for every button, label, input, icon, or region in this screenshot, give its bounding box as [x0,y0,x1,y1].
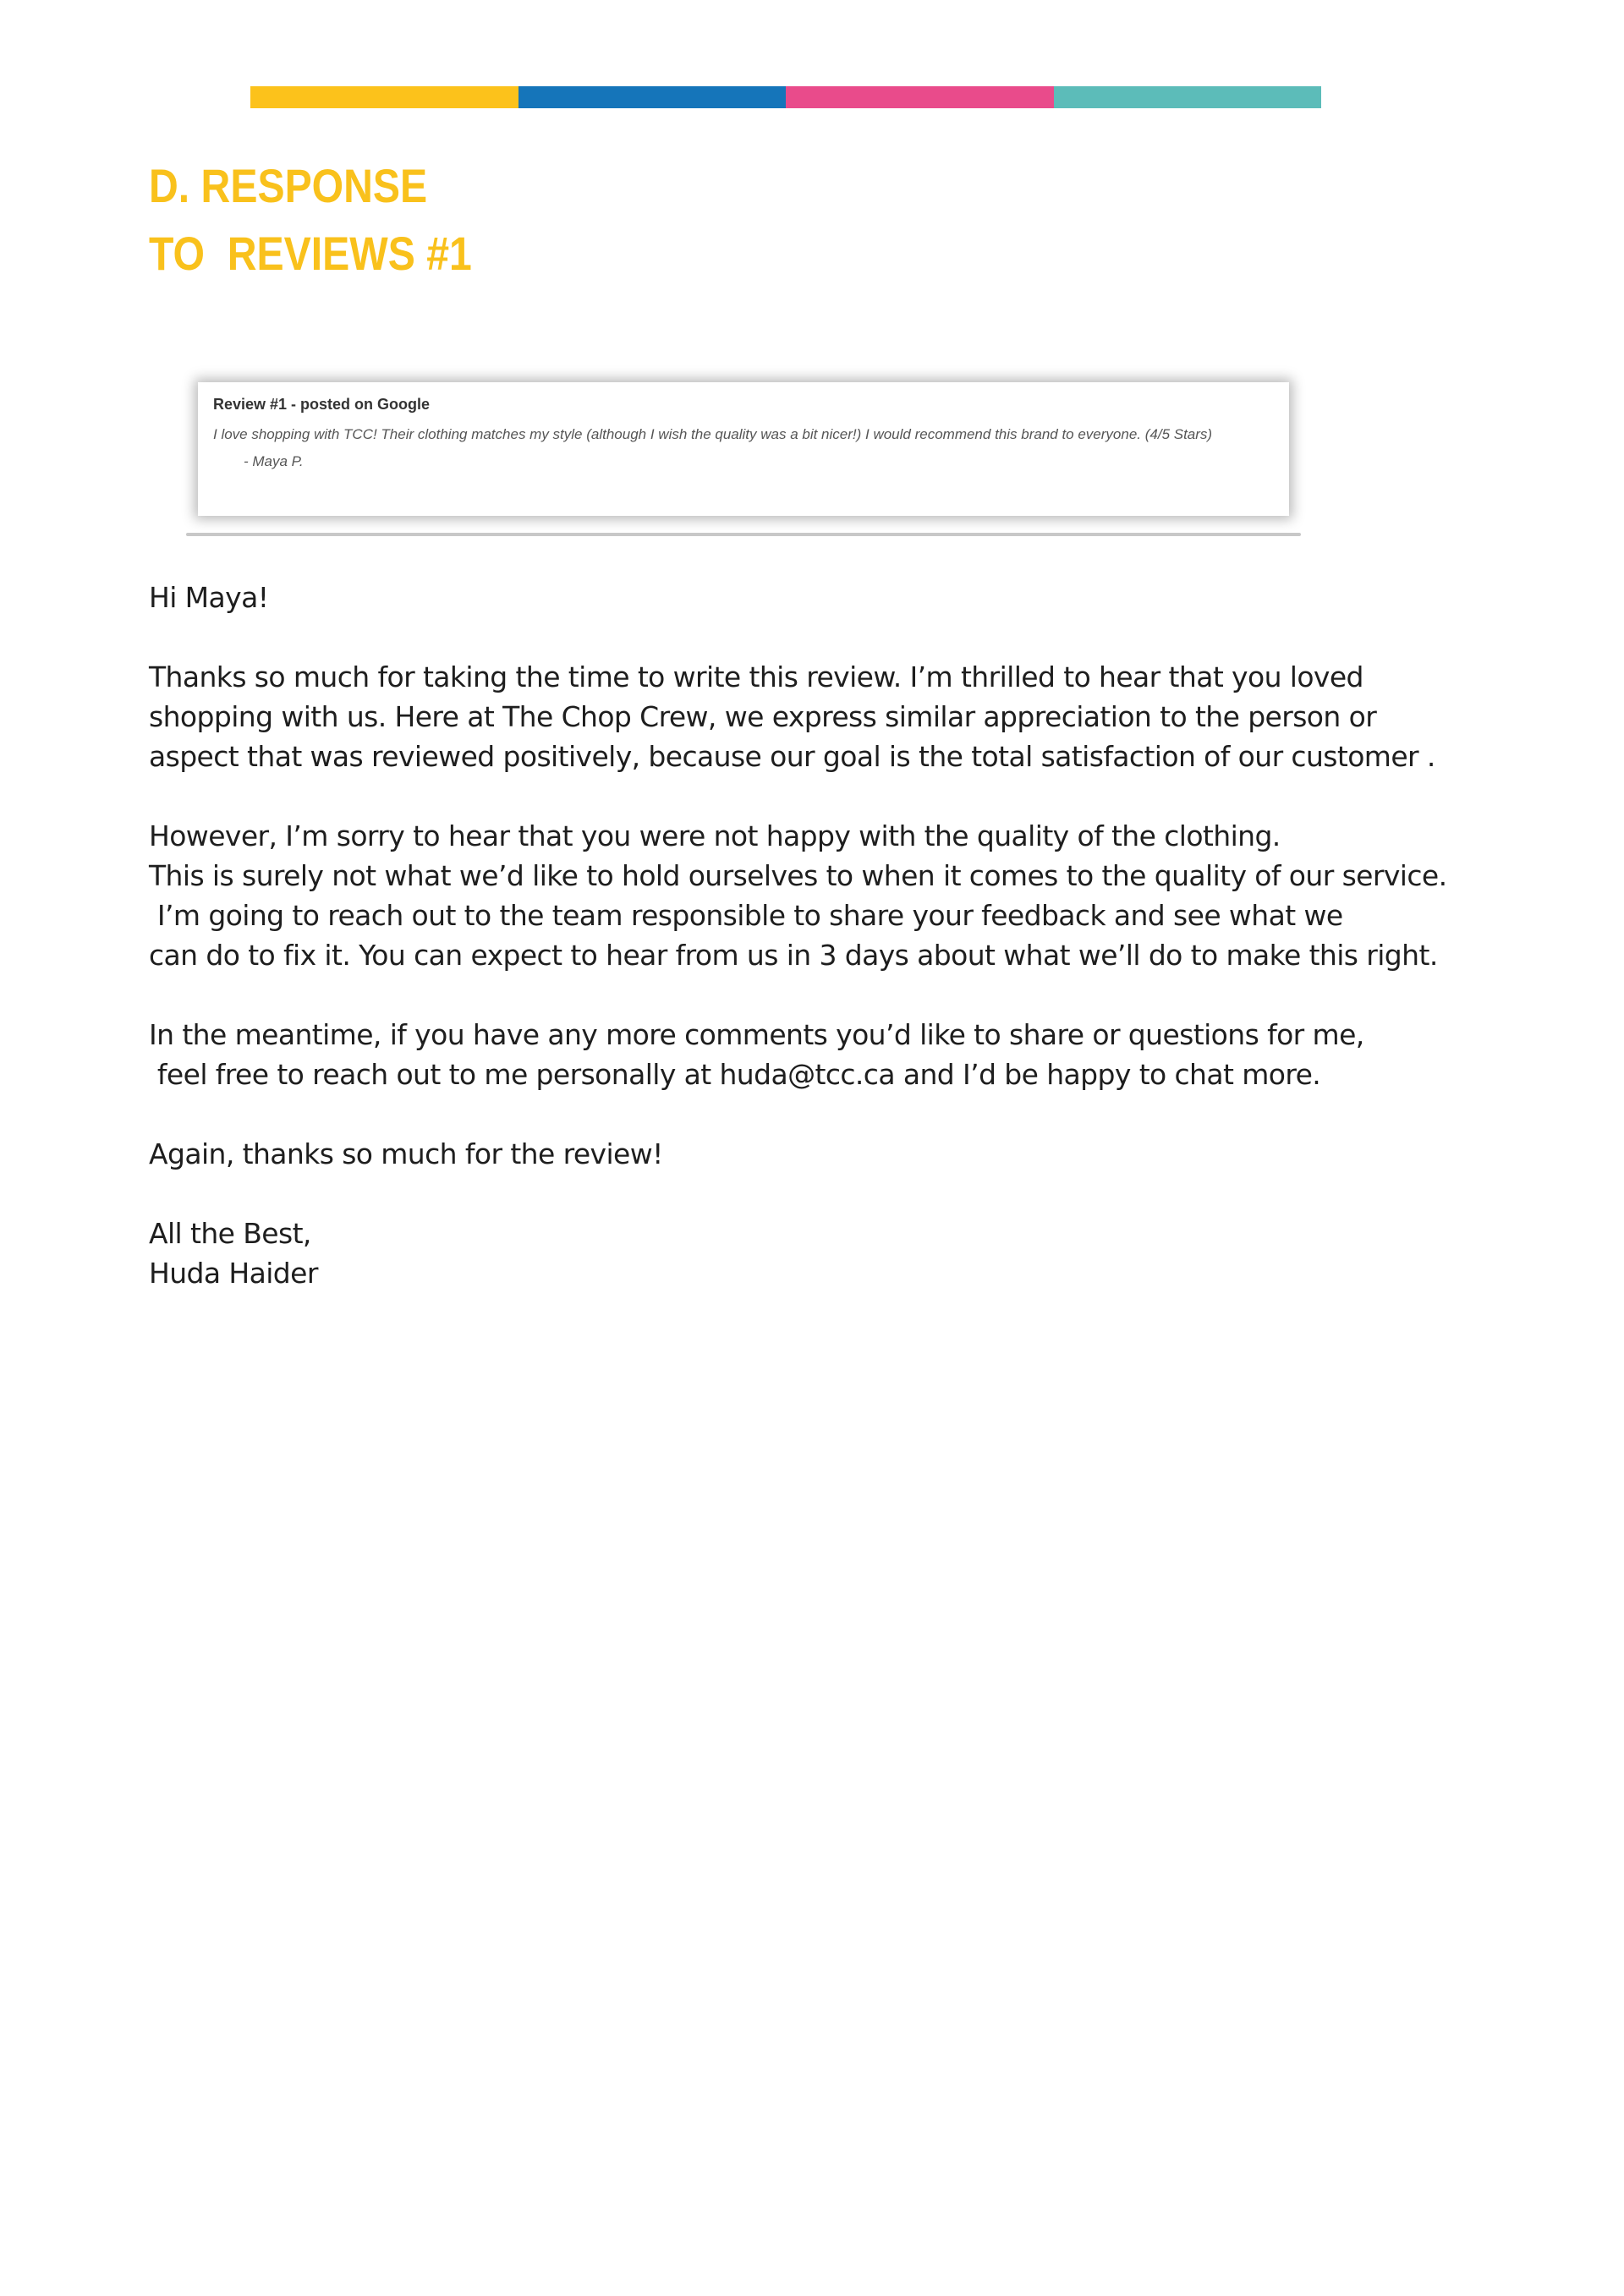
strip-blue-segment [518,86,787,108]
page-title-line-2: TO REVIEWS #1 [149,227,472,280]
paragraph-line: In the meantime, if you have any more comments you’d like to share or questions for me, [149,1018,1364,1051]
paragraph-line: aspect that was reviewed positively, because our goal is the total satisfaction of our customer . [149,740,1435,773]
paragraph-line: This is surely not what we’d like to hold ourselves to when it comes to the quality of our service. [149,859,1447,892]
paragraph-line: However, I’m sorry to hear that you were not happy with the quality of the clothing. [149,819,1281,852]
strip-teal-segment [1054,86,1322,108]
paragraph-line: I’m going to reach out to the team responsible to share your feedback and see what we [149,899,1343,932]
letter-greeting [149,578,1502,617]
letter-paragraph-2 [149,816,1502,975]
letter-paragraph-1 [149,657,1502,776]
review-author: - Maya P. [244,453,304,469]
letter-paragraph-3 [149,1015,1502,1094]
brand-color-strip [250,86,1321,108]
letter-sign-off [149,1214,1502,1293]
strip-pink-segment [786,86,1054,108]
paragraph-line: Again, thanks so much for the review! [149,1137,663,1170]
review-title: Review #1 - posted on Google [213,396,431,413]
paragraph-line: Thanks so much for taking the time to write this review. I’m thrilled to hear that you loved [149,660,1363,693]
paragraph-line: shopping with us. Here at The Chop Crew, we express similar appreciation to the person or [149,700,1377,733]
page-title [149,152,472,288]
response-letter [149,578,1502,1293]
page-title-line-1: D. RESPONSE [149,159,428,212]
review-text: I love shopping with TCC! Their clothing matches my style (although I wish the quality was a bit nicer!) I would recommend this brand to everyone. (4/5 Stars) [213,426,1213,442]
letter-closing: All the Best, [149,1217,311,1250]
review-screenshot-card [198,382,1289,516]
strip-yellow-segment [250,86,518,108]
letter-paragraph-4 [149,1134,1502,1174]
paragraph-line: feel free to reach out to me personally at huda@tcc.ca and I’d be happy to chat more. [149,1058,1321,1091]
paragraph-line: can do to fix it. You can expect to hear from us in 3 days about what we’ll do to make this right. [149,939,1438,972]
letter-signature: Huda Haider [149,1257,318,1290]
letter-greeting-text: Hi Maya! [149,581,269,614]
